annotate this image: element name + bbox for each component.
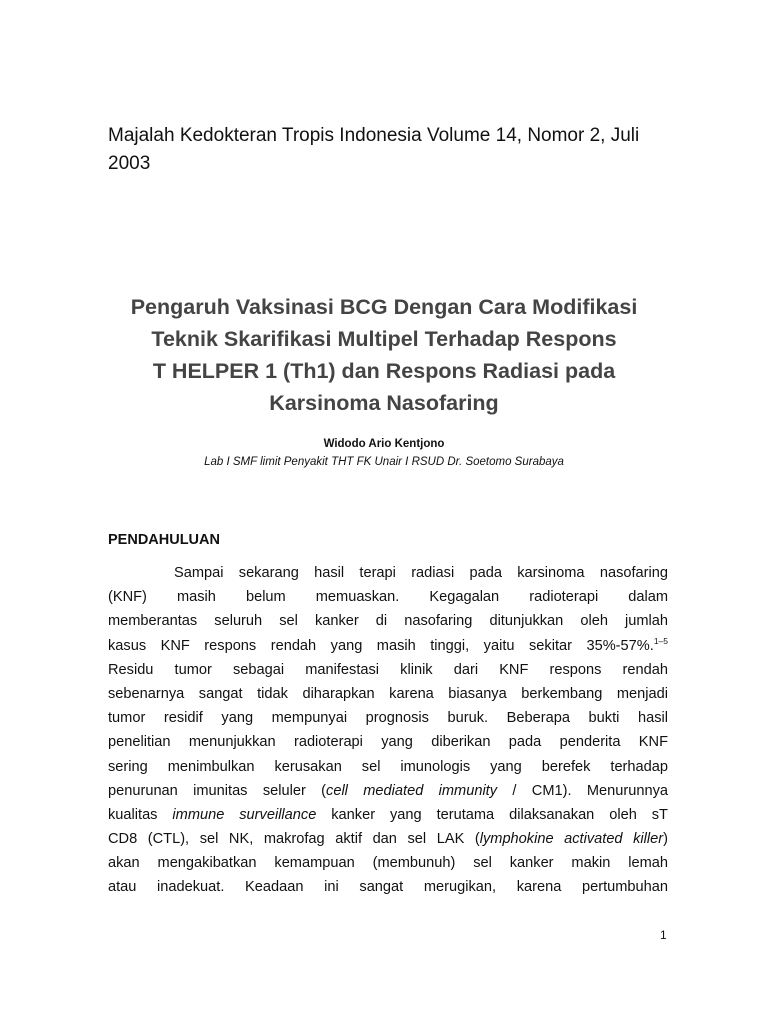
paragraph-text: ) xyxy=(663,831,669,848)
paragraph-line xyxy=(108,779,668,803)
paragraph-line: sebenarnya sangat tidak diharapkan karena biasanya berkembang menjadi xyxy=(108,685,668,702)
title-line: Teknik Skarifikasi Multipel Terhadap Respons xyxy=(151,327,617,351)
paragraph-text: kualitas xyxy=(108,806,173,823)
journal-line-2: 2003 xyxy=(108,153,151,174)
page-number: 1 xyxy=(660,928,667,942)
paragraph-line xyxy=(108,634,668,658)
paragraph-line: memberantas seluruh sel kanker di nasofaring ditunjukkan oleh jumlah xyxy=(108,613,668,630)
paragraph-line: akan mengakibatkan kemampuan (membunuh) sel kanker makin lemah xyxy=(108,855,668,872)
title-line: Karsinoma Nasofaring xyxy=(269,391,499,415)
italic-term: lymphokine activated killer xyxy=(479,831,664,848)
paragraph-line: Residu tumor sebagai manifestasi klinik dari KNF respons rendah xyxy=(108,661,668,678)
paragraph-line xyxy=(108,803,668,827)
paragraph-line: Sampai sekarang hasil terapi radiasi pada karsinoma nasofaring xyxy=(174,565,668,581)
body-paragraph xyxy=(108,561,668,900)
journal-line-1: Majalah Kedokteran Tropis Indonesia Volume 14, Nomor 2, Juli xyxy=(108,125,640,146)
journal-citation xyxy=(108,122,678,178)
section-heading: PENDAHULUAN xyxy=(108,532,220,548)
paragraph-line: atau inadekuat. Keadaan ini sangat merugikan, karena pertumbuhan xyxy=(108,879,668,896)
paragraph-line xyxy=(108,827,668,851)
paragraph-line: tumor residif yang mempunyai prognosis buruk. Beberapa bukti hasil xyxy=(108,710,668,727)
paragraph-line: (KNF) masih belum memuaskan. Kegagalan radioterapi dalam xyxy=(108,589,668,606)
citation-superscript: 1–5 xyxy=(653,635,668,646)
paragraph-text: kanker yang terutama dilaksanakan oleh sT xyxy=(316,806,668,823)
paragraph-text: penurunan imunitas seluler ( xyxy=(108,782,327,799)
author-name: Widodo Ario Kentjono xyxy=(323,438,445,450)
italic-term: immune surveillance xyxy=(172,806,317,823)
italic-term: cell mediated immunity xyxy=(326,782,498,799)
paragraph-line: sering menimbulkan kerusakan sel imunologis yang berefek terhadap xyxy=(108,758,668,775)
paragraph-text: / CM1). Menurunnya xyxy=(497,782,668,799)
paragraph-line: penelitian menunjukkan radioterapi yang diberikan pada penderita KNF xyxy=(108,734,668,751)
title-line: T HELPER 1 (Th1) dan Respons Radiasi pada xyxy=(152,359,616,383)
paragraph-text: CD8 (CTL), sel NK, makrofag aktif dan sel LAK ( xyxy=(108,831,480,848)
author-affiliation: Lab I SMF limit Penyakit THT FK Unair I RSUD Dr. Soetomo Surabaya xyxy=(204,456,564,468)
article-title xyxy=(100,291,668,419)
title-line: Pengaruh Vaksinasi BCG Dengan Cara Modifikasi xyxy=(130,295,638,319)
paragraph-text: kasus KNF respons rendah yang masih tinggi, yaitu sekitar 35%-57%. xyxy=(108,637,654,654)
